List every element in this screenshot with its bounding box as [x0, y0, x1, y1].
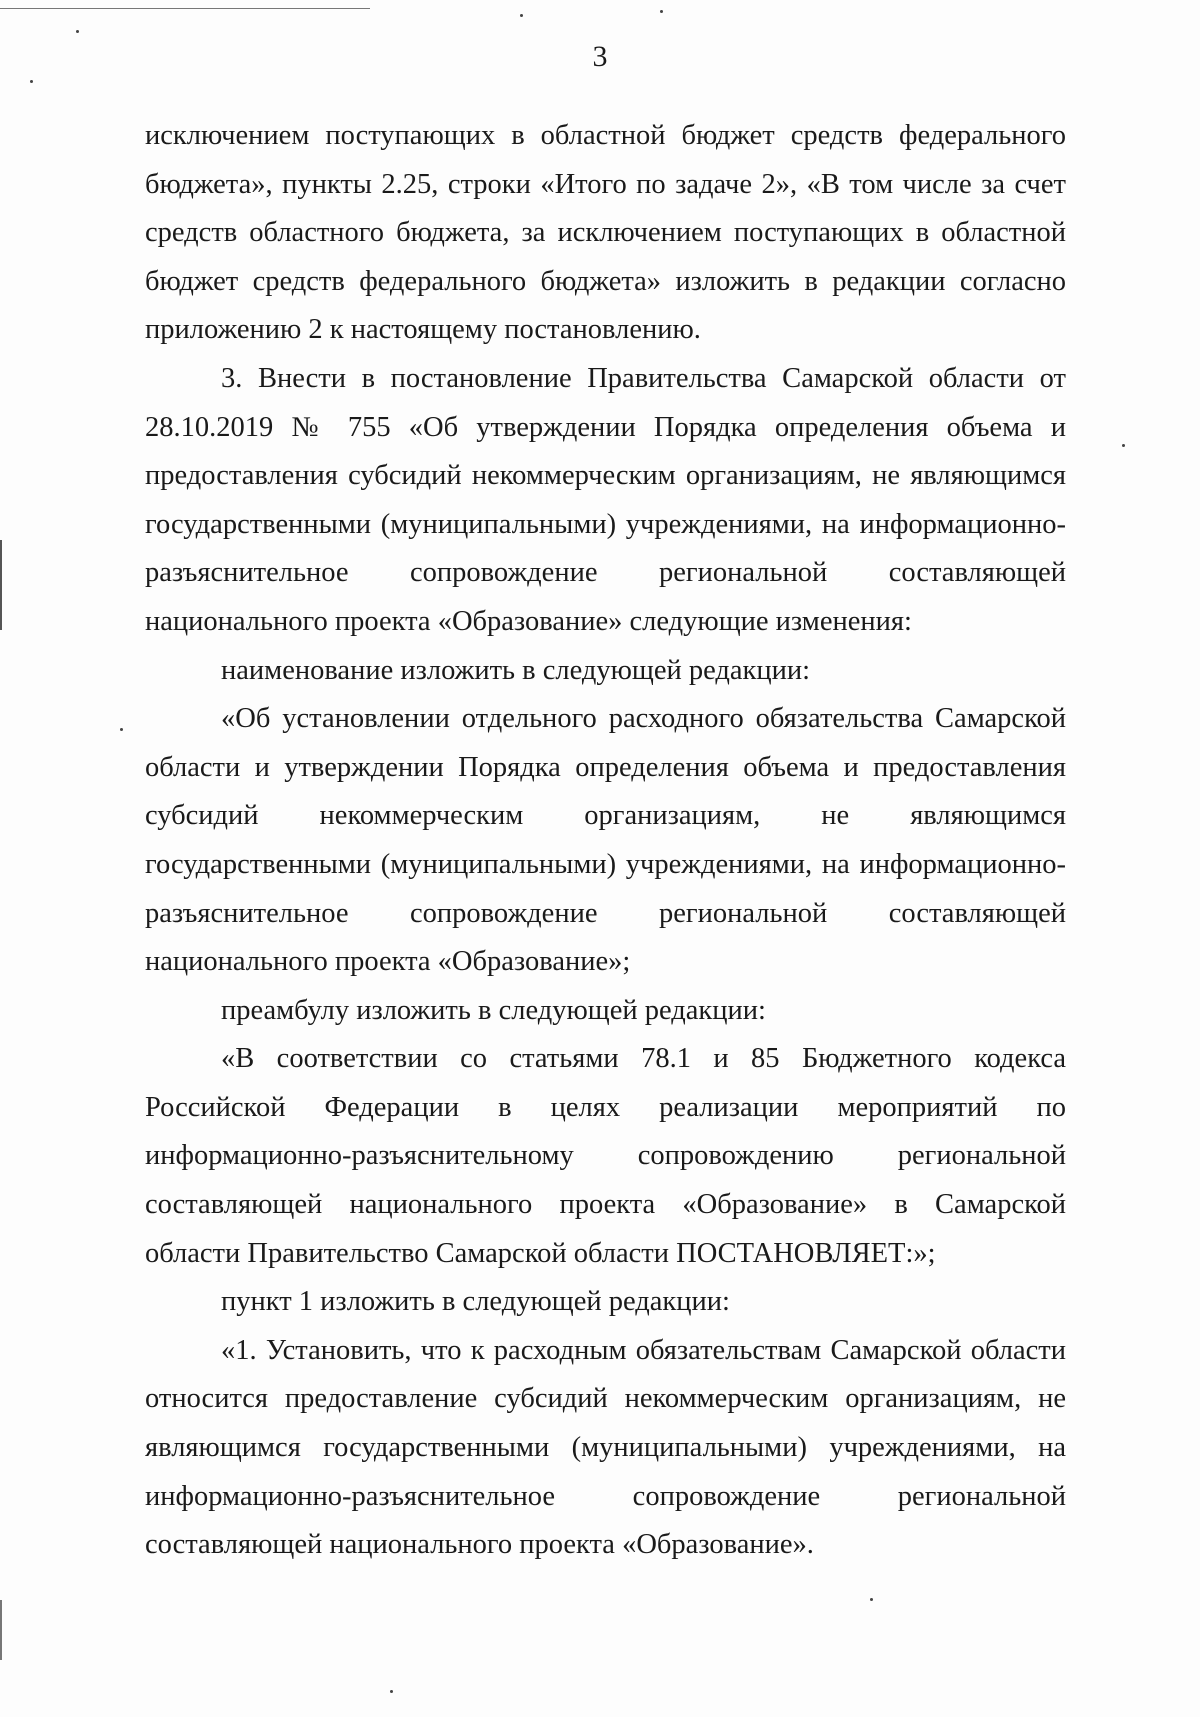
- text-line: 3. Внести в постановление Правительства Самарской области: [221, 362, 1040, 394]
- text-line: области и утверждении Порядка определения объема и предоставления: [145, 751, 1066, 783]
- paragraph-point1-intro: [145, 1278, 1066, 1327]
- text-line: информационно-разъяснительное сопровождение региональной составляющей: [145, 1480, 1066, 1561]
- text-line: бюджета», пункты 2.25, строки «Итого по задаче 2», «В том числе за счет: [145, 168, 1066, 200]
- text-line: государственными (муниципальными) учреждениями, на информационно-: [145, 508, 1066, 540]
- scan-left-edge: [0, 540, 2, 630]
- scan-speck: [520, 14, 523, 17]
- text-line: составляющей национального проекта «Образование» в Самарской: [145, 1189, 1066, 1221]
- paragraph-preamble-text: [145, 1035, 1066, 1278]
- paragraph-preamble-intro: [145, 987, 1066, 1036]
- paragraph-name-intro: [145, 647, 1066, 696]
- document-body: [145, 112, 1066, 1570]
- text-line: предоставления субсидий некоммерческим организациям, не являющимся: [145, 460, 1066, 492]
- scan-speck: [870, 1598, 873, 1601]
- scan-speck: [1122, 444, 1125, 447]
- paragraph-point1-text: [145, 1327, 1066, 1570]
- paragraph-continuation: [145, 112, 1066, 355]
- scan-speck: [76, 30, 79, 33]
- text-line: бюджет средств федерального бюджета» изложить в редакции согласно: [145, 265, 1066, 297]
- text-line: информационно-разъяснительному сопровождению региональной: [145, 1140, 1066, 1172]
- text-line: разъяснительное сопровождение региональной составляющей национального: [145, 557, 1066, 637]
- text-line: государственными (муниципальными) учреждениями, на информационно-: [145, 848, 1066, 880]
- text-line: наименование изложить в следующей редакции:: [221, 654, 811, 686]
- scan-top-line: [0, 8, 370, 9]
- text-line: проекта «Образование» следующие изменения:: [334, 605, 912, 637]
- text-line: преамбулу изложить в следующей редакции:: [221, 994, 766, 1026]
- scan-speck: [390, 1690, 393, 1693]
- text-line: национального проекта «Образование».: [329, 1529, 814, 1561]
- text-line: «Об установлении отдельного расходного обязательства Самарской: [221, 703, 1066, 735]
- scan-speck: [660, 10, 663, 13]
- text-line: являющимся государственными (муниципальными) учреждениями, на: [145, 1432, 1066, 1464]
- text-line: «1. Установить, что к расходным обязательствам Самарской области: [221, 1334, 1066, 1366]
- scan-speck: [120, 728, 123, 731]
- text-line: от 28.10.2019 № 755 «Об утверждении Порядка определения объема и: [145, 362, 1066, 443]
- page-number: 3: [592, 40, 608, 73]
- text-line: Российской Федерации в целях реализации мероприятий по: [145, 1091, 1066, 1123]
- text-line: средств областного бюджета, за исключением поступающих в областной: [145, 217, 1066, 249]
- text-line: относится предоставление субсидий некоммерческим организациям, не: [145, 1383, 1066, 1415]
- text-line: «В соответствии со статьями 78.1 и 85 Бюджетного кодекса: [221, 1043, 1066, 1075]
- text-line: разъяснительное сопровождение региональной составляющей: [145, 897, 1066, 929]
- text-line: исключением поступающих в областной бюджет средств федерального: [145, 120, 1066, 151]
- text-line: пункт 1 изложить в следующей редакции:: [221, 1286, 730, 1318]
- paragraph-item-3: [145, 355, 1066, 647]
- paragraph-name-text: [145, 695, 1066, 987]
- text-line: приложению 2 к настоящему постановлению.: [145, 314, 701, 346]
- text-line: национального проекта «Образование»;: [145, 946, 631, 978]
- scan-left-edge-lower: [0, 1600, 2, 1660]
- scan-speck: [30, 80, 33, 83]
- text-line: области Правительство Самарской области ПОСТАНОВЛЯЕТ:»;: [145, 1237, 936, 1269]
- text-line: субсидий некоммерческим организациям, не являющимся: [145, 800, 1066, 832]
